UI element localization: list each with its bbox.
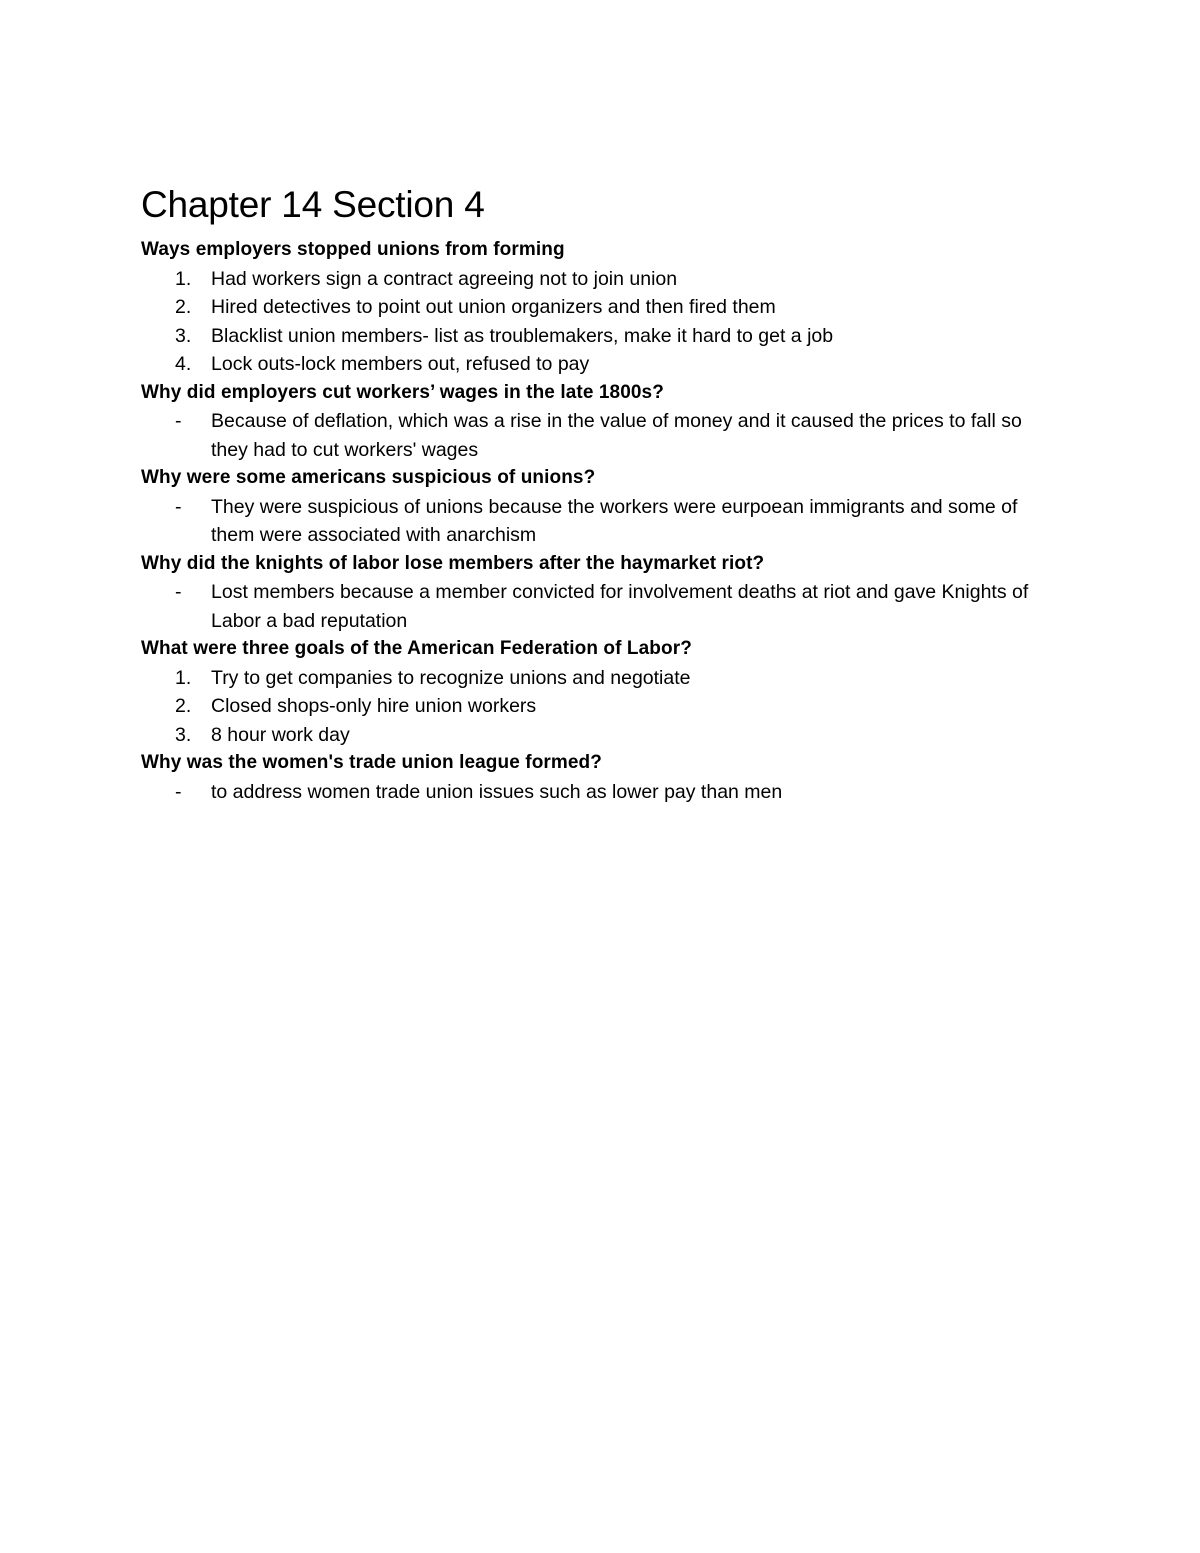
document-title: Chapter 14 Section 4 — [141, 184, 485, 225]
section-heading: Why did the knights of labor lose members after the haymarket riot? — [141, 552, 765, 574]
list-marker: 2. — [175, 296, 192, 318]
bullet-list — [141, 778, 1061, 807]
list-item-text: Had workers sign a contract agreeing not to join union — [211, 267, 678, 290]
list-marker: - — [175, 410, 182, 432]
section-heading: Ways employers stopped unions from forming — [141, 239, 565, 260]
list-item — [141, 293, 1061, 322]
document-page — [141, 178, 1061, 806]
list-item-text: Because of deflation, which was a rise in the value of money and it caused the prices to fall so they had to cut workers' wages — [211, 410, 1022, 461]
list-marker: - — [175, 581, 182, 603]
list-marker: 1. — [175, 666, 192, 689]
list-marker: 4. — [175, 353, 192, 375]
list-item — [141, 350, 1061, 379]
list-item-text: Blacklist union members- list as troublemakers, make it hard to get a job — [211, 324, 834, 347]
list-item — [141, 664, 1061, 693]
list-item-text: They were suspicious of unions because the workers were eurpoean immigrants and some of them were associated with anarchism — [211, 495, 1018, 546]
list-marker: - — [175, 780, 182, 803]
list-item — [141, 778, 1061, 807]
list-item-text: Closed shops-only hire union workers — [211, 695, 537, 717]
list-marker: - — [175, 495, 182, 518]
numbered-list — [141, 265, 1061, 379]
list-item — [141, 578, 1061, 635]
list-item-text: Lock outs-lock members out, refused to pay — [211, 353, 590, 375]
bullet-list — [141, 407, 1061, 464]
list-item-text: Hired detectives to point out union organizers and then fired them — [211, 296, 776, 318]
list-item-text: Lost members because a member convicted for involvement deaths at riot and gave Knights of Labor a bad reputation — [211, 581, 1029, 632]
bullet-list — [141, 493, 1061, 550]
section-heading: Why were some americans suspicious of unions? — [141, 467, 596, 488]
list-item — [141, 493, 1061, 550]
list-item — [141, 407, 1061, 464]
list-marker: 1. — [175, 267, 192, 290]
list-marker: 3. — [175, 324, 192, 347]
section-heading: What were three goals of the American Federation of Labor? — [141, 638, 692, 659]
section-heading: Why did employers cut workers’ wages in the late 1800s? — [141, 381, 664, 403]
list-item — [141, 721, 1061, 750]
list-item — [141, 322, 1061, 351]
section-heading: Why was the women's trade union league formed? — [141, 752, 602, 773]
list-item — [141, 692, 1061, 721]
list-item-text: to address women trade union issues such as lower pay than men — [211, 780, 783, 803]
list-item-text: Try to get companies to recognize unions and negotiate — [211, 666, 691, 689]
list-item-text: 8 hour work day — [211, 723, 350, 746]
list-marker: 3. — [175, 723, 192, 746]
numbered-list — [141, 664, 1061, 750]
list-marker: 2. — [175, 695, 192, 717]
bullet-list — [141, 578, 1061, 635]
list-item — [141, 265, 1061, 294]
